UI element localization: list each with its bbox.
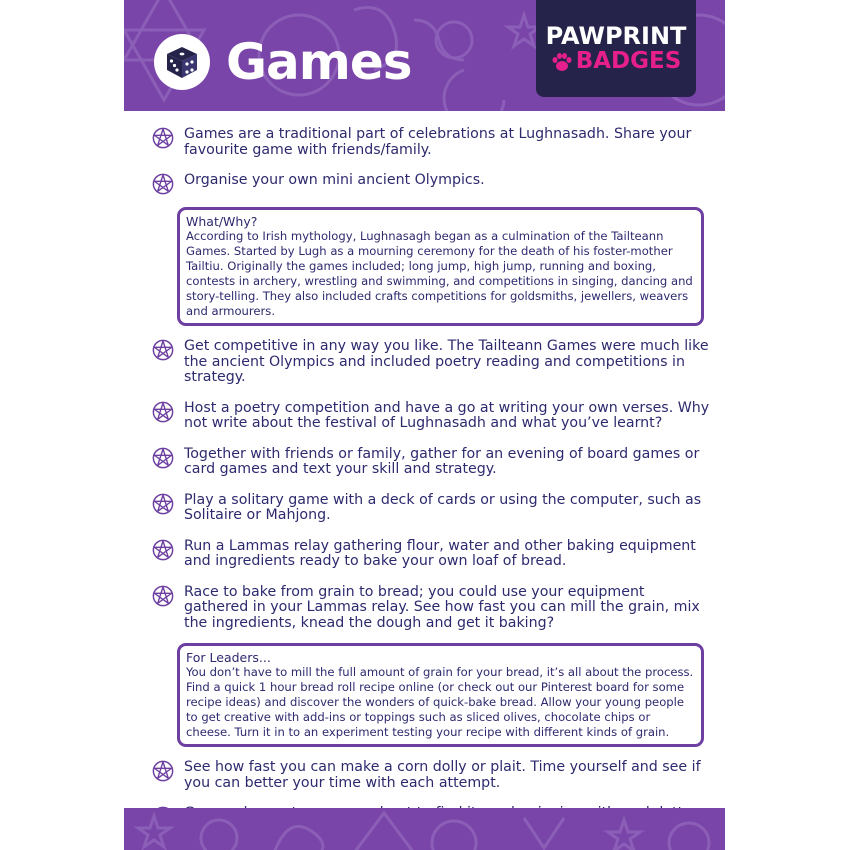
list-item xyxy=(152,585,712,632)
pentagram-icon xyxy=(152,447,174,469)
activity-sheet xyxy=(124,0,725,850)
list-item xyxy=(152,339,712,386)
pentagram-icon xyxy=(152,760,174,782)
box-title: For Leaders... xyxy=(186,650,271,665)
item-text: Together with friends or family, gather for an evening of board games or card games and text your skill and strategy. xyxy=(184,445,700,477)
list-item xyxy=(152,173,712,195)
what-why-box xyxy=(177,207,704,326)
list-item xyxy=(152,539,712,570)
pawprint-badges-logo xyxy=(536,0,696,97)
item-text: Get competitive in any way you like. The Tailteann Games were much like the ancient Olympics and included poetry reading and competitions in strategy. xyxy=(184,338,709,385)
page-title: Games xyxy=(226,33,412,91)
pentagram-icon xyxy=(152,539,174,561)
list-item xyxy=(152,401,712,432)
list-item xyxy=(152,760,712,791)
item-text: See how fast you can make a corn dolly or plait. Time yourself and see if you can better your time with each attempt. xyxy=(184,759,701,791)
footer-banner xyxy=(124,808,725,850)
paw-icon xyxy=(551,52,573,72)
dice-icon xyxy=(164,44,200,80)
box-body: According to Irish mythology, Lughnasagh began as a culmination of the Tailteann Games. Started by Lugh as a mourning ceremony for the death of his foster-mother Tailtiu. Originally the games included; long jump, high jump, running and boxing, contests in archery, wrestling and swimming, and competitions in singing, dancing and story-telling. They also included crafts competitions for goldsmiths, jewellers, weavers and armourers. xyxy=(186,229,693,318)
item-text: Run a Lammas relay gathering flour, water and other baking equipment and ingredients ready to bake your own loaf of bread. xyxy=(184,537,696,569)
footer-decoration xyxy=(124,808,725,850)
pentagram-icon xyxy=(152,585,174,607)
activity-list xyxy=(152,127,712,850)
pentagram-icon xyxy=(152,339,174,361)
header-banner xyxy=(124,0,725,111)
for-leaders-box xyxy=(177,643,704,747)
list-item xyxy=(152,493,712,524)
list-item xyxy=(152,127,712,158)
box-title: What/Why? xyxy=(186,214,258,229)
item-text: Play a solitary game with a deck of cards or using the computer, such as Solitaire or Mahjong. xyxy=(184,491,702,523)
item-text: Games are a traditional part of celebrations at Lughnasadh. Share your favourite game with friends/family. xyxy=(184,126,692,158)
item-text: Host a poetry competition and have a go at writing your own verses. Why not write about the festival of Lughnasadh and what you’ve learnt? xyxy=(184,399,710,431)
pentagram-icon xyxy=(152,493,174,515)
list-item xyxy=(152,447,712,478)
box-body: You don’t have to mill the full amount of grain for your bread, it’s all about the process. Find a quick 1 hour bread roll recipe online (or check out our Pinterest board for some recipe ideas) and discover the wonders of quick-bake bread. Allow your young people to get creative with add-ins or toppings such as sliced olives, chocolate chips or cheese. Turn it in to an experiment testing your recipe with different kinds of grain. xyxy=(186,665,694,739)
title-group xyxy=(154,34,412,90)
logo-text-top: PAWPRINT xyxy=(545,22,687,50)
item-text: Organise your own mini ancient Olympics. xyxy=(184,172,485,188)
dice-icon-badge xyxy=(154,34,210,90)
pentagram-icon xyxy=(152,127,174,149)
item-text: Race to bake from grain to bread; you could use your equipment gathered in your Lammas relay. See how fast you can mill the grain, mix the ingredients, knead the dough and get it baking? xyxy=(184,583,700,631)
pentagram-icon xyxy=(152,173,174,195)
logo-text-bottom: BADGES xyxy=(575,48,682,74)
pentagram-icon xyxy=(152,401,174,423)
logo-text-bottom-row xyxy=(536,50,696,73)
